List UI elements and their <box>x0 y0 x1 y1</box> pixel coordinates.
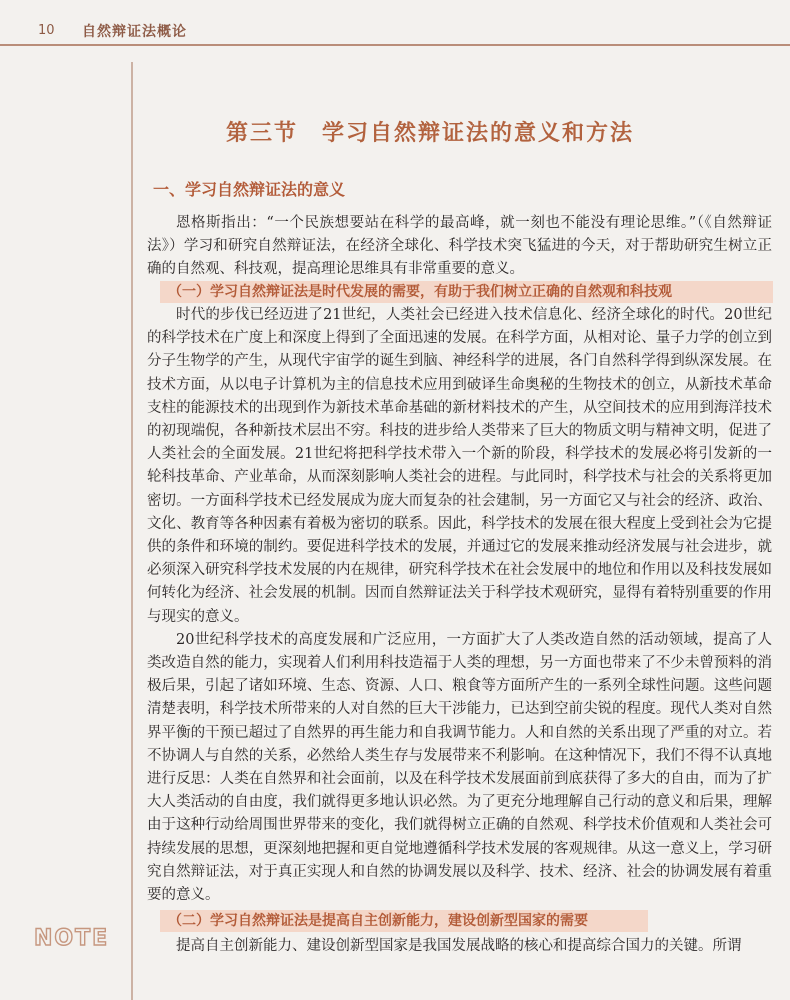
margin-divider <box>131 62 133 1000</box>
subsection-heading: 一、学习自然辩证法的意义 <box>153 180 346 199</box>
section-title: 第三节 学习自然辩证法的意义和方法 <box>226 121 635 146</box>
page-number: 10 <box>38 23 55 38</box>
point-2-heading: （二）学习自然辩证法是提高自主创新能力，建设创新型国家的需要 <box>160 910 648 932</box>
intro-paragraph-block <box>147 212 772 282</box>
point-1-paragraph-1: 时代的步伐已经迈进了21世纪，人类社会已经进入技术信息化、经济全球化的时代。20世纪的科学技术在广度上和深度上得到了全面迅速的发展。在科学方面，从相对论、量子力学的创立到分子生物学的产生，从现代宇宙学的诞生到脑、神经科学的进展，各门自然科学得到纵深发展。在技术方面，从以电子计算机为主的信息技术应用到破译生命奥秘的生物技术的创立，从新技术革命支柱的能源技术的出现到作为新技术革命基础的新材料技术的产生，从空间技术的应用到海洋技术的初现端倪，各种新技术层出不穷。科技的进步给人类带来了巨大的物质文明与精神文明，促进了人类社会的全面发展。21世纪将把科学技术带入一个新的阶段，科学技术的发展必将引发新的一轮科技革命、产业革命，从而深刻影响人类社会的进程。与此同时，科学技术与社会的关系将更加密切。一方面科学技术已经发展成为庞大而复杂的社会建制，另一方面它又与社会的经济、政治、文化、教育等各种因素有着极为密切的联系。因此，科学技术的发展在很大程度上受到社会为它提供的条件和环境的制约。要促进科学技术的发展，并通过它的发展来推动经济发展与社会进步，就必须深入研究科学技术发展的内在规律，研究科学技术在社会发展中的地位和作用以及科技发展如何转化为经济、社会发展的机制。因而自然辩证法关于科学技术观研究，显得有着特别重要的作用与现实的意义。 <box>147 307 772 625</box>
point-2-paragraph: 提高自主创新能力、建设创新型国家是我国发展战略的核心和提高综合国力的关键。所谓 <box>176 938 742 954</box>
point-1-paragraph-2: 20世纪科学技术的高度发展和广泛应用，一方面扩大了人类改造自然的活动领域，提高了人类改造自然的能力，实现着人们利用科技造福于人类的理想，另一方面也带来了不少未曾预料的消极后果，引起了诸如环境、生态、资源、人口、粮食等方面所产生的一系列全球性问题。这些问题清楚表明，科学技术所带来的人对自然的巨大干涉能力，已达到空前尖锐的程度。现代人类对自然界平衡的干预已超过了自然界的再生能力和自我调节能力。人和自然的关系出现了严重的对立。若不协调人与自然的关系，必然给人类生存与发展带来不利影响。在这种情况下，我们不得不认真地进行反思：人类在自然界和社会面前，以及在科学技术发展面前到底获得了多大的自由，而为了扩大人类活动的自由度，我们就得更多地认识必然。为了更充分地理解自己行动的意义和后果，理解由于这种行动给周围世界带来的变化，我们就得树立正确的自然观、科学技术价值观和人类社会可持续发展的思想，更深刻地把握和更自觉地遵循科学技术发展的客观规律。从这一意义上，学习研究自然辩证法，对于真正实现人和自然的协调发展以及科学、技术、经济、社会的协调发展有着重要的意义。 <box>147 631 772 904</box>
header-divider <box>0 44 790 46</box>
point-1-heading: （一）学习自然辩证法是时代发展的需要，有助于我们树立正确的自然观和科技观 <box>160 281 773 303</box>
point-2-body <box>147 935 772 958</box>
note-margin-label: NOTE <box>34 926 110 951</box>
running-header-title: 自然辩证法概论 <box>82 24 187 40</box>
page-header <box>0 0 790 62</box>
intro-paragraph: 恩格斯指出：“一个民族想要站在科学的最高峰，就一刻也不能没有理论思维。”（《自然辩证法》）学习和研究自然辩证法，在经济全球化、科学技术突飞猛进的今天，对于帮助研究生树立正确的自然观、科技观，提高理论思维具有非常重要的意义。 <box>147 215 772 278</box>
point-1-body <box>147 304 772 907</box>
